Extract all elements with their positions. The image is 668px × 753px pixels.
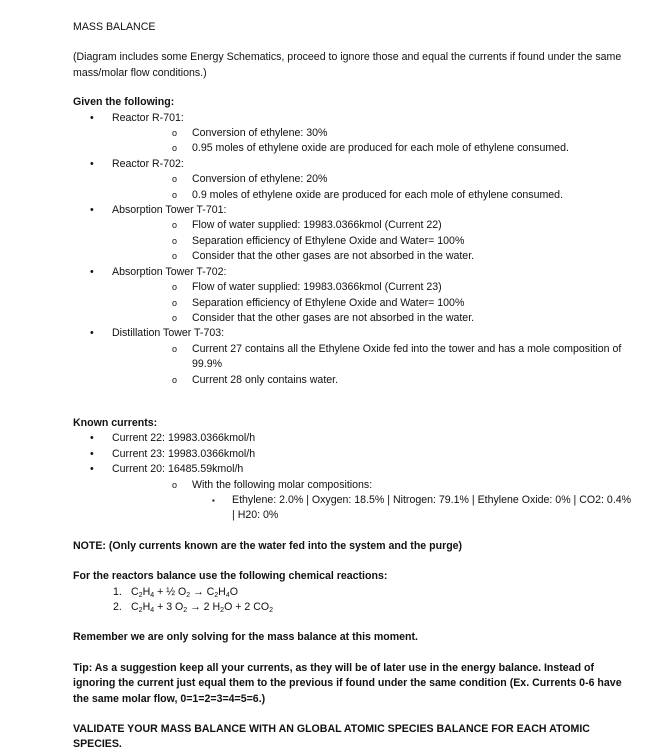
- sub-item: Current 28 only contains water.: [192, 373, 339, 386]
- eq-sub: 2: [214, 591, 219, 599]
- sub-list: [112, 342, 633, 388]
- list-item: [112, 373, 633, 388]
- eq-part: C: [131, 585, 139, 598]
- bullet-icon: •: [90, 111, 94, 124]
- sub-item: With the following molar compositions:: [192, 478, 373, 491]
- list-item: [73, 203, 633, 265]
- reactions-heading: For the reactors balance use the following chemical reactions:: [73, 570, 388, 583]
- eq-part: H: [218, 585, 226, 598]
- sub-list: [112, 172, 633, 203]
- validate-text: VALIDATE YOUR MASS BALANCE WITH AN GLOBAL ATOMIC SPECIES BALANCE FOR EACH ATOMIC SPECIES.: [73, 723, 590, 751]
- arrow-icon: →: [190, 585, 207, 598]
- reaction-number: 1.: [113, 585, 122, 598]
- eq-part: O: [229, 585, 238, 598]
- circle-bullet-icon: o: [172, 143, 178, 154]
- eq-sub: 2: [220, 607, 225, 614]
- circle-bullet-icon: o: [172, 189, 178, 200]
- sub-list: [112, 478, 633, 524]
- sub-list: [112, 280, 633, 326]
- given-heading: Given the following:: [73, 96, 175, 109]
- given-item-label: Reactor R-701:: [112, 111, 184, 124]
- sub-item: Consider that the other gases are not absorbed in the water.: [192, 250, 475, 263]
- sub-list: [112, 126, 633, 157]
- list-item: [112, 311, 633, 326]
- circle-bullet-icon: o: [172, 174, 178, 185]
- sub-item: Conversion of ethylene: 30%: [192, 127, 328, 140]
- bullet-icon: •: [90, 157, 94, 170]
- eq-part: + ½ O: [154, 585, 187, 598]
- eq-sub: 2: [269, 607, 274, 614]
- list-item: [112, 234, 633, 249]
- circle-bullet-icon: o: [172, 220, 178, 231]
- list-item: [73, 157, 633, 203]
- eq-sub: 2: [183, 607, 188, 614]
- intro-paragraph: (Diagram includes some Energy Schematics, proceed to ignore those and equal the currents if found under the same mass/molar flow conditions.): [73, 51, 622, 79]
- given-list: [73, 111, 633, 388]
- reaction-equation-2: [131, 601, 273, 613]
- sub-item: 0.95 moles of ethylene oxide are produced for each mole of ethylene consumed.: [192, 142, 569, 155]
- eq-part: H: [142, 601, 151, 613]
- circle-bullet-icon: o: [172, 251, 178, 262]
- eq-sub: 2: [186, 591, 191, 599]
- list-item: [112, 172, 633, 187]
- given-item-label: Distillation Tower T-703:: [112, 327, 225, 340]
- eq-sub: 4: [150, 607, 155, 614]
- arrow-icon: →: [187, 601, 204, 613]
- known-list: [73, 431, 633, 523]
- bullet-icon: •: [90, 265, 94, 278]
- circle-bullet-icon: o: [172, 128, 178, 139]
- list-item: [112, 478, 633, 524]
- known-item: Current 23: 19983.0366kmol/h: [112, 447, 256, 460]
- circle-bullet-icon: o: [172, 343, 178, 354]
- sub-item: Flow of water supplied: 19983.0366kmol (Current 23): [192, 281, 442, 294]
- list-item: [73, 462, 633, 524]
- known-heading: Known currents:: [73, 416, 158, 429]
- eq-part: C: [206, 585, 215, 598]
- eq-part: 2 H: [203, 601, 221, 613]
- eq-sub: 2: [138, 607, 143, 614]
- composition-text: Ethylene: 2.0% | Oxygen: 18.5% | Nitrogen: 79.1% | Ethylene Oxide: 0% | CO2: 0.4% | H20: 0%: [232, 493, 632, 522]
- list-item: [73, 447, 633, 462]
- known-item: Current 20: 16485.59kmol/h: [112, 463, 244, 476]
- list-item: [112, 126, 633, 141]
- eq-part: O + 2 CO: [224, 601, 270, 613]
- bullet-icon: •: [90, 204, 94, 217]
- sub-list: [112, 218, 633, 264]
- document-page: [73, 20, 633, 753]
- eq-sub: 4: [150, 591, 155, 599]
- circle-bullet-icon: o: [172, 374, 178, 385]
- tip-text: Tip: As a suggestion keep all your currents, as they will be of later use in the energy balance. Instead of ignoring the current just equal them to the previous if found under the same condition (Ex. Currents 0-6 have the same molar flow, 0=1=2=3=4=5=6.): [73, 661, 622, 705]
- reaction-number: 2.: [113, 601, 122, 613]
- list-item: [112, 218, 633, 233]
- reactions-list: [73, 585, 633, 616]
- given-item-label: Absorption Tower T-702:: [112, 265, 227, 278]
- bullet-icon: •: [90, 447, 94, 460]
- circle-bullet-icon: o: [172, 282, 178, 293]
- list-item: [112, 280, 633, 295]
- sub-item: 0.9 moles of ethylene oxide are produced for each mole of ethylene consumed.: [192, 188, 564, 201]
- eq-part: H: [142, 585, 151, 598]
- note-text: NOTE: (Only currents known are the water fed into the system and the purge): [73, 539, 463, 552]
- sub-item: Flow of water supplied: 19983.0366kmol (Current 22): [192, 219, 442, 232]
- circle-bullet-icon: o: [172, 479, 178, 490]
- square-bullet-icon: ▪: [212, 495, 215, 505]
- circle-bullet-icon: o: [172, 312, 178, 323]
- sub-item: Conversion of ethylene: 20%: [192, 173, 328, 186]
- list-item: [112, 188, 633, 203]
- document-title: MASS BALANCE: [73, 21, 156, 33]
- sub-item: Separation efficiency of Ethylene Oxide and Water= 100%: [192, 234, 465, 247]
- given-item-label: Reactor R-702:: [112, 157, 184, 170]
- list-item: [112, 296, 633, 311]
- list-item: [112, 249, 633, 264]
- sub-item: Current 27 contains all the Ethylene Oxide fed into the tower and has a mole composition of 99.9%: [192, 342, 622, 371]
- sub-item: Consider that the other gases are not absorbed in the water.: [192, 311, 475, 324]
- reaction-equation-1: [131, 586, 238, 598]
- list-item: [73, 111, 633, 157]
- circle-bullet-icon: o: [172, 235, 178, 246]
- reaction-item: [73, 600, 633, 615]
- bullet-icon: •: [90, 463, 94, 476]
- eq-sub: 4: [225, 591, 230, 599]
- given-item-label: Absorption Tower T-701:: [112, 204, 227, 217]
- eq-part: + 3 O: [154, 601, 184, 613]
- list-item: [112, 141, 633, 156]
- sub-sub-list: [192, 493, 633, 524]
- bullet-icon: •: [90, 432, 94, 445]
- eq-sub: 2: [138, 591, 143, 599]
- sub-item: Separation efficiency of Ethylene Oxide and Water= 100%: [192, 296, 465, 309]
- circle-bullet-icon: o: [172, 297, 178, 308]
- reaction-item: [73, 585, 633, 600]
- known-item: Current 22: 19983.0366kmol/h: [112, 432, 256, 445]
- bullet-icon: •: [90, 327, 94, 340]
- list-item: [73, 326, 633, 388]
- remember-text: Remember we are only solving for the mass balance at this moment.: [73, 631, 418, 644]
- list-item: [73, 431, 633, 446]
- eq-part: C: [131, 601, 139, 613]
- list-item: [192, 493, 633, 524]
- list-item: [73, 265, 633, 327]
- list-item: [112, 342, 633, 373]
